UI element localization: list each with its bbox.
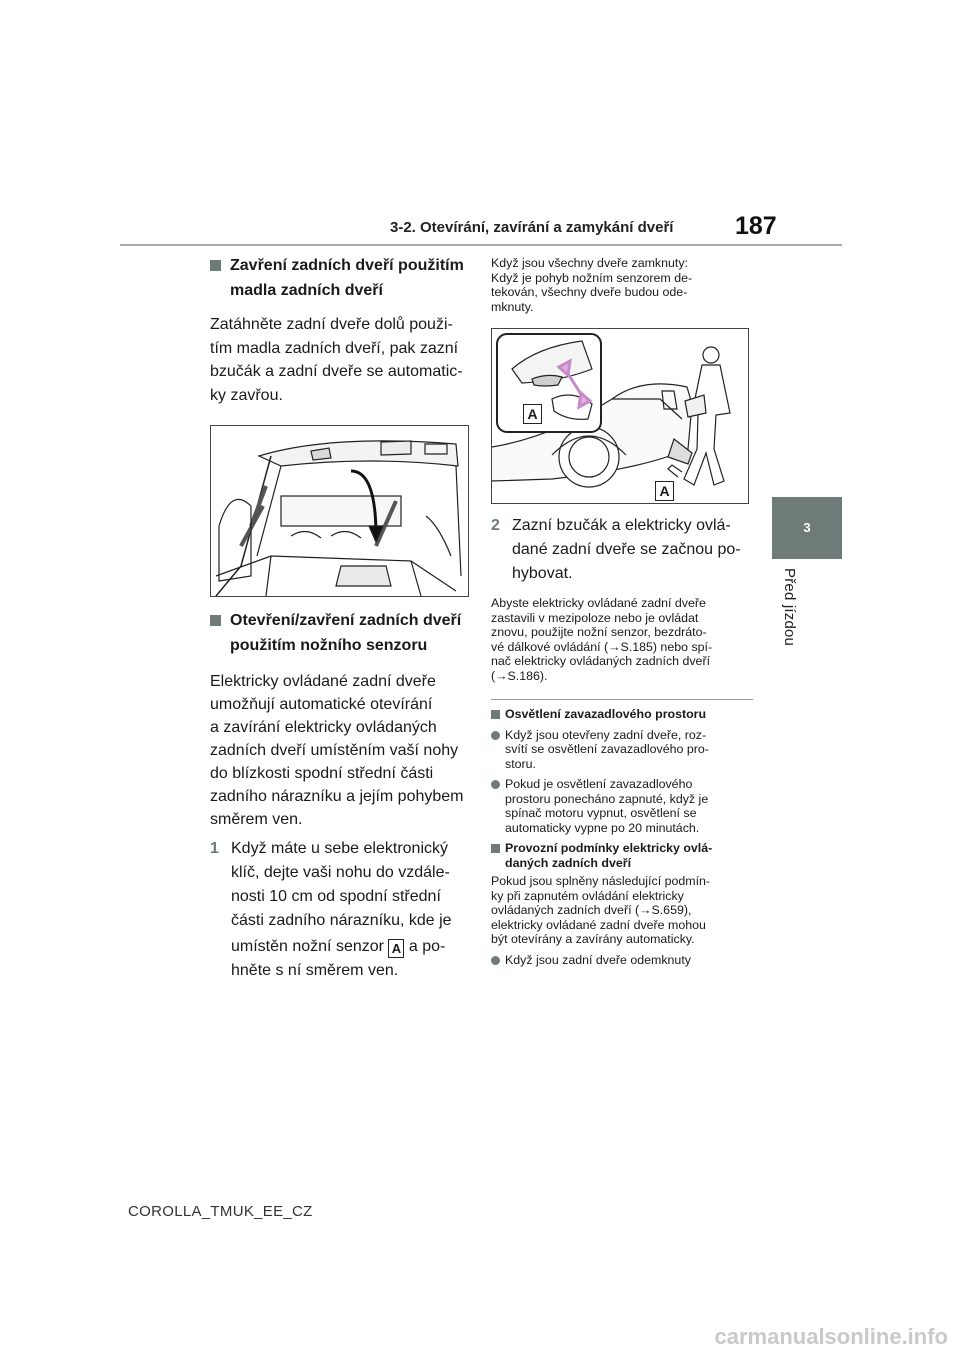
chapter-tab[interactable]: 3 [772,497,842,559]
figure-label-a-top: A [523,404,542,424]
heading-luggage-light: Osvětlení zavazadlového prostoru [491,707,753,722]
tailgate-illustration [211,426,468,596]
bullet-light-on: Když jsou otevřeny zadní dveře, roz- svítí se osvětlení zavazadlového pro- storu. [491,728,753,772]
heading-close-by-handle: Zavření zadních dveří použitím madla zadních dveří [210,253,472,303]
paragraph-close-by-handle: Zatáhněte zadní dveře dolů použi- tím madla zadních dveří, pak zazní bzučák a zadní dveře se automatic- ky zavřou. [210,316,463,404]
bullet-doors-unlocked: Když jsou zadní dveře odemknuty [491,953,753,968]
label-a-badge: A [388,939,404,958]
paragraph-operating-conditions: Pokud jsou splněny následující podmín- ky při zapnutém ovládání elektricky ovládaných zadních dveří (→S.659), elektricky ovládané zadní dveře mohou být otevírány a zavírány automaticky. [491,874,711,946]
heading-foot-sensor: Otevření/zavření zadních dveří použitím nožního senzoru [210,608,472,658]
figure-label-a-bottom: A [655,481,674,501]
left-column [210,253,472,983]
step-number: 2 [491,517,500,534]
figure-foot-sensor [491,328,749,504]
heading-operating-conditions: Provozní podmínky elektricky ovlá- daných zadních dveří [491,841,753,870]
step-number: 1 [210,840,219,857]
header-rule [120,244,842,246]
page-number: 187 [735,212,777,240]
right-column [491,256,753,967]
paragraph-foot-sensor: Elektricky ovládané zadní dveře umožňují automatické otevírání a zavírání elektricky ovládaných zadních dveří umístěním vaší nohy do blízkosti spodní střední části zadního nárazníku a jejím pohybem směrem ven. [210,673,464,828]
step-1: 1 Když máte u sebe elektronický klíč, dejte vaši nohu do vzdále- nosti 10 cm od spodní střední části zadního nárazníku, kde je umístěn nožní senzor A a po- hněte s ní směrem ven. [210,837,472,983]
step-2: 2 Zazní bzučák a elektricky ovlá- dané zadní dveře se začnou po- hybovat. [491,514,753,586]
chapter-label: Před jízdou [781,568,798,647]
note-stop-midway: Abyste elektricky ovládané zadní dveře zastavili v mezipoloze nebo je ovládat znovu, použijte nožní senzor, bezdráto- vé dálkové ovládání (→S.185) nebo spí- nač elektricky ovládaných zadních dveří (→S.186). [491,596,713,683]
document-code: COROLLA_TMUK_EE_CZ [128,1203,313,1220]
watermark: carmanualsonline.info [714,1324,948,1349]
bullet-light-auto-off: Pokud je osvětlení zavazadlového prostoru ponecháno zapnuté, když je spínač motoru vypnut, osvětlení se automaticky vypne po 20 minutách. [491,777,753,835]
section-title: 3-2. Otevírání, zavírání a zamykání dveří [390,219,674,236]
figure-tailgate-handle [210,425,469,597]
note-doors-locked: Když jsou všechny dveře zamknuty: Když je pohyb nožním senzorem de- tekován, všechny dveře budou ode- mknuty. [491,256,693,314]
